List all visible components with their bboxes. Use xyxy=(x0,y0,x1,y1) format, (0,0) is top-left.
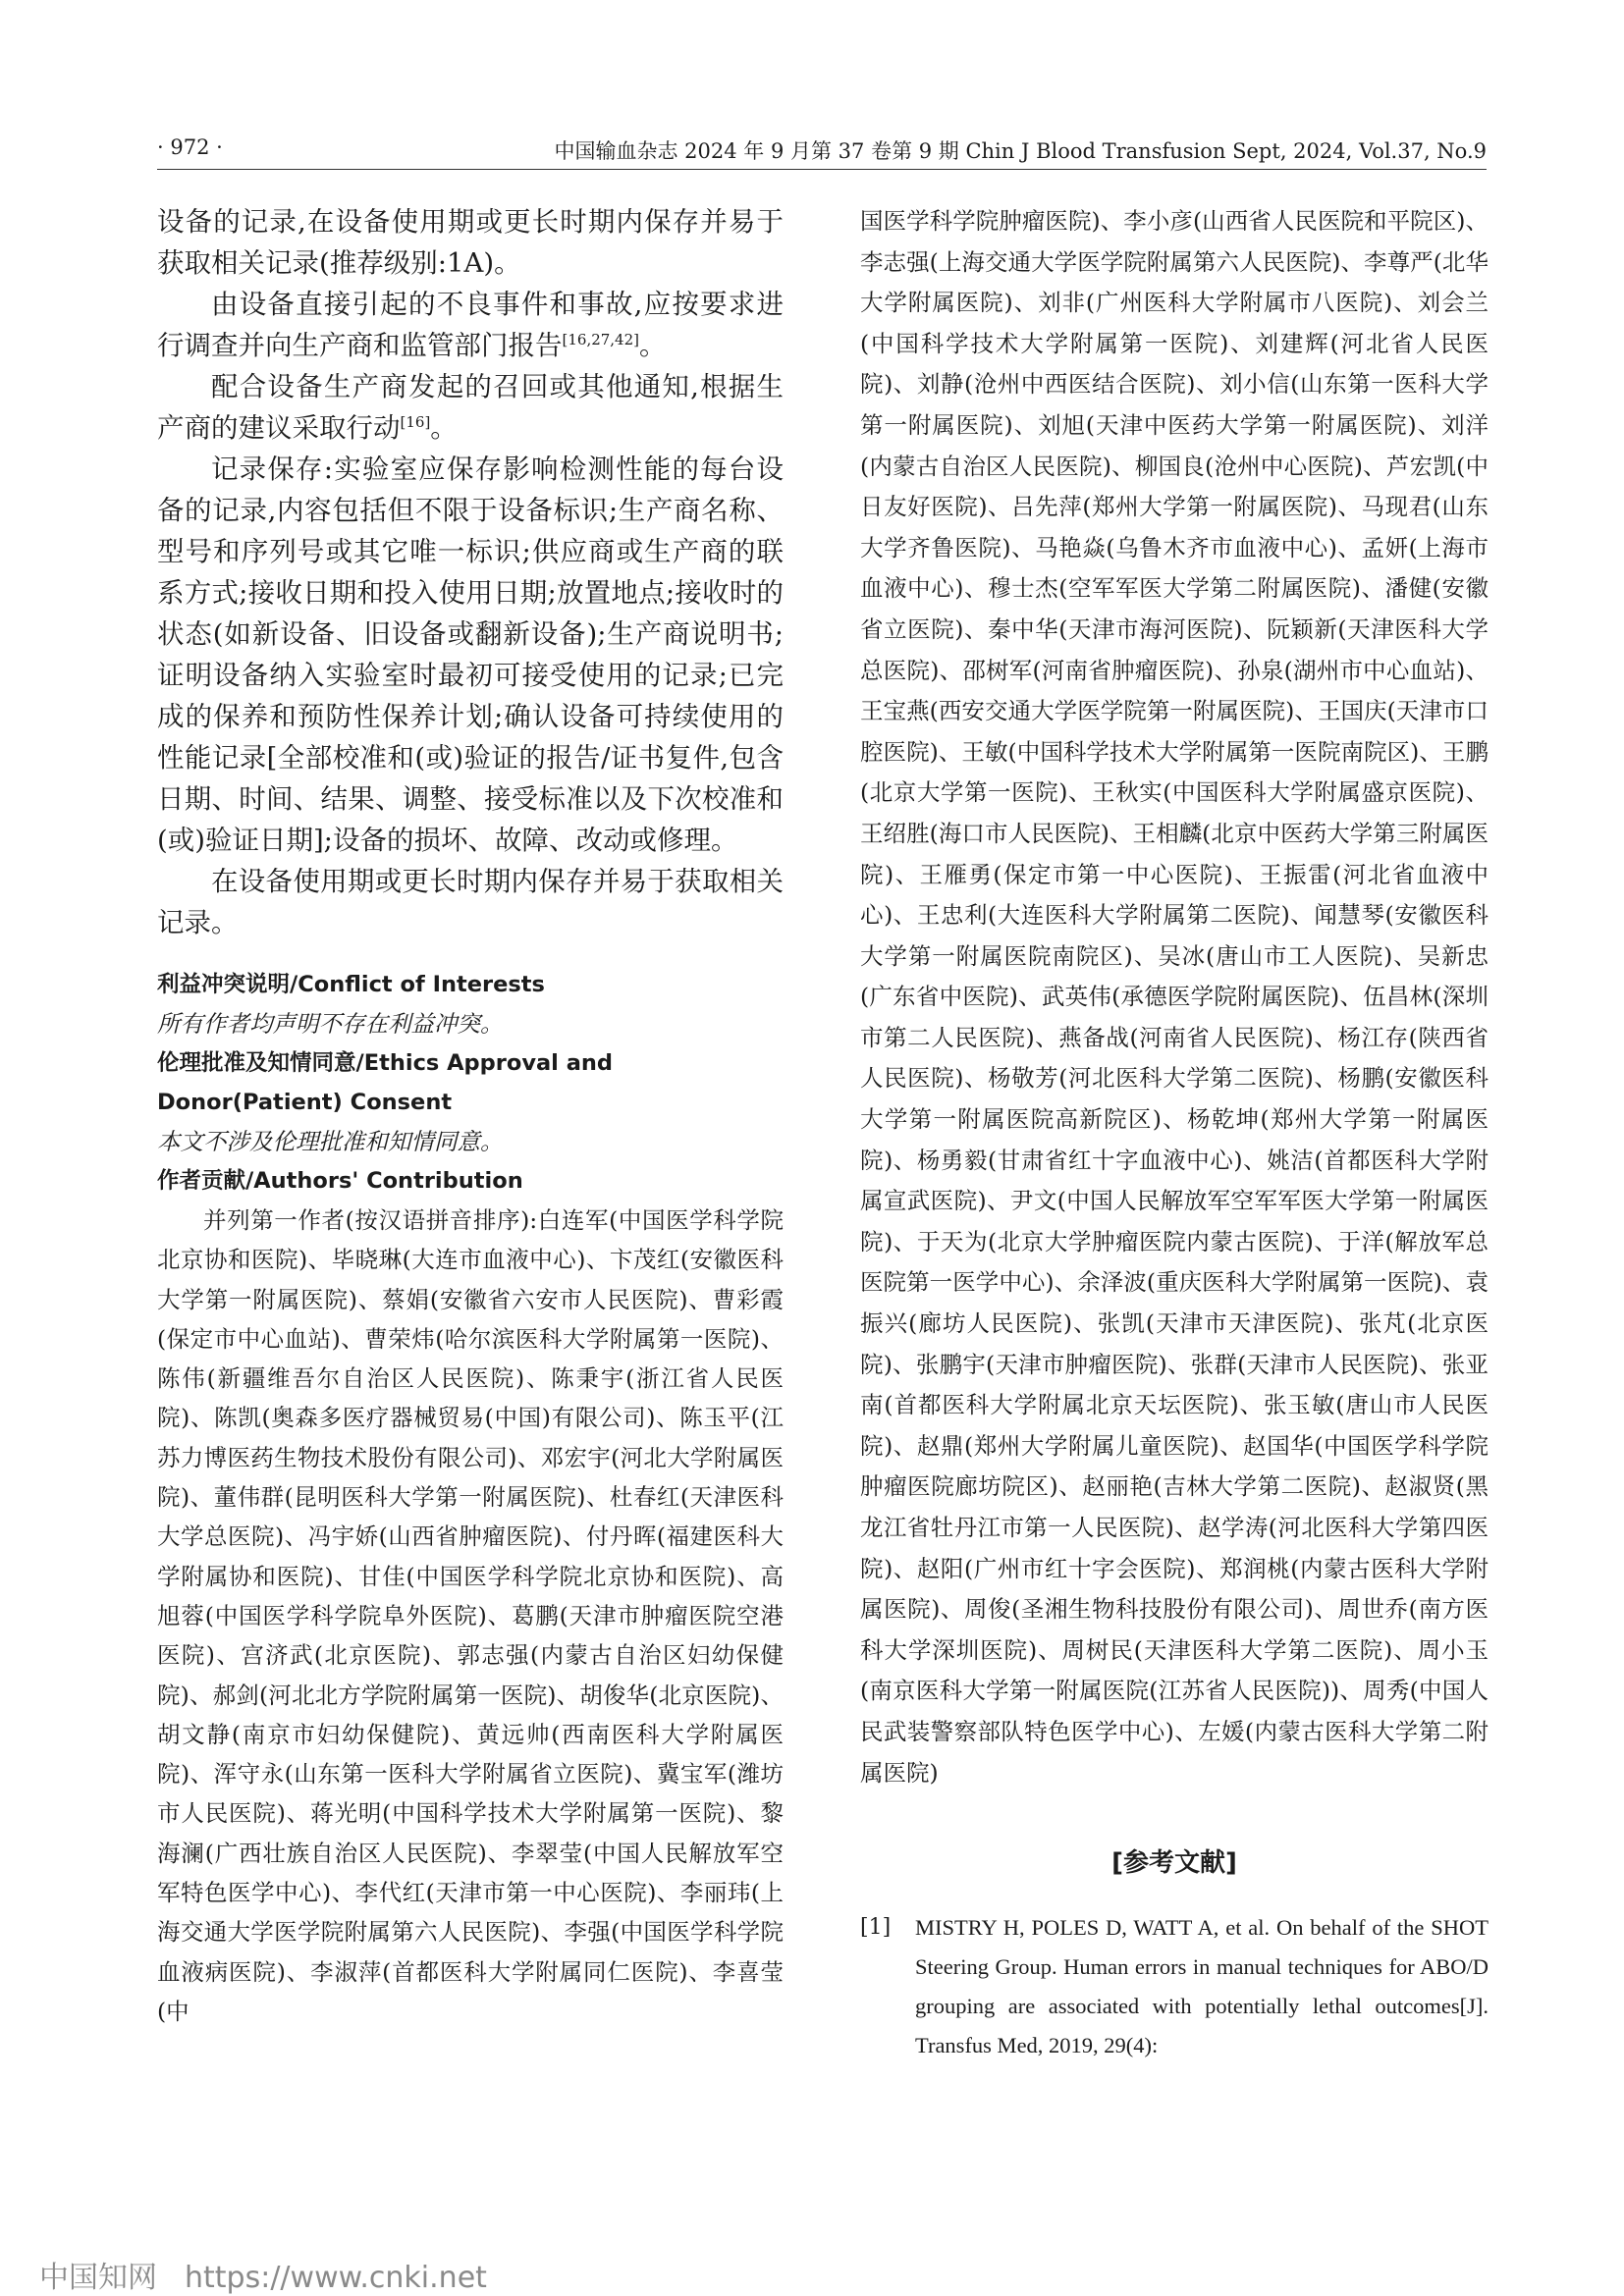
conflict-text: 所有作者均声明不存在利益冲突。 xyxy=(157,1010,504,1038)
references-title: [参考文献] xyxy=(1111,1848,1237,1879)
brand-name: 中国知网 xyxy=(39,2261,157,2295)
contrib-heading: 作者贡献/Authors' Contribution xyxy=(157,1168,523,1194)
left-column xyxy=(157,201,784,2031)
body-paragraph: 记录保存:实验室应保存影响检测性能的每台设备的记录,内容包括但不限于设备标识;生产商名称、型号和序列号或其它唯一标识;供应商或生产商的联系方式;接收日期和投入使用日期;放置地点;接收时的状态(如新设备、旧设备或翻新设备);生产商说明书;证明设备纳入实验室时最初可接受使用的记录;已完成的保养和预防性保养计划;确认设备可持续使用的性能记录[全部校准和(或)验证的报告/证书复件,包含日期、时间、结果、调整、接受标准以及下次校准和(或)验证日期];设备的损坏、故障、改动或修理。 xyxy=(157,454,784,856)
site-url[interactable]: https://www.cnki.net xyxy=(185,2261,487,2295)
body-paragraph: 设备的记录,在设备使用期或更长时期内保存并易于获取相关记录(推荐级别:1A)。 xyxy=(157,206,784,279)
contrib-text-continued: 国医学科学院肿瘤医院)、李小彦(山西省人民医院和平院区)、李志强(上海交通大学医学院附属第六人民医院)、李尊严(北华大学附属医院)、刘非(广州医科大学附属市八医院)、刘会兰(中国科学技术大学附属第一医院)、刘建辉(河北省人民医院)、刘静(沧州中西医结合医院)、刘小信(山东第一医科大学第一附属医院)、刘旭(天津中医药大学第一附属医院)、刘洋(内蒙古自治区人民医院)、柳国良(沧州中心医院)、芦宏凯(中日友好医院)、吕先萍(郑州大学第一附属医院)、马现君(山东大学齐鲁医院)、马艳焱(乌鲁木齐市血液中心)、孟妍(上海市血液中心)、穆士杰(空军军医大学第二附属医院)、潘健(安徽省立医院)、秦中华(天津市海河医院)、阮颖新(天津医科大学总医院)、邵树军(河南省肿瘤医院)、孙泉(湖州市中心血站)、王宝燕(西安交通大学医学院第一附属医院)、王国庆(天津市口腔医院)、王敏(中国科学技术大学附属第一医院南院区)、王鹏(北京大学第一医院)、王秋实(中国医科大学附属盛京医院)、王绍胜(海口市人民医院)、王相麟(北京中医药大学第三附属医院)、王雁勇(保定市第一中心医院)、王振雷(河北省血液中心)、王忠利(大连医科大学附属第二医院)、闻慧琴(安徽医科大学第一附属医院南院区)、吴冰(唐山市工人医院)、吴新忠(广东省中医院)、武英伟(承德医学院附属医院)、伍昌林(深圳市第二人民医院)、燕备战(河南省人民医院)、杨江存(陕西省人民医院)、杨敬芳(河北医科大学第二医院)、杨鹏(安徽医科大学第一附属医院高新院区)、杨乾坤(郑州大学第一附属医院)、杨勇毅(甘肃省红十字血液中心)、姚洁(首都医科大学附属宣武医院)、尹文(中国人民解放军空军军医大学第一附属医院)、于天为(北京大学肿瘤医院内蒙古医院)、于洋(解放军总医院第一医学中心)、余泽波(重庆医科大学附属第一医院)、袁振兴(廊坊人民医院)、张凯(天津市天津医院)、张芃(北京医院)、张鹏宇(天津市肿瘤医院)、张群(天津市人民医院)、张亚南(首都医科大学附属北京天坛医院)、张玉敏(唐山市人民医院)、赵鼎(郑州大学附属儿童医院)、赵国华(中国医学科学院肿瘤医院廊坊院区)、赵丽艳(吉林大学第二医院)、赵淑贤(黑龙江省牡丹江市第一人民医院)、赵学涛(河北医科大学第四医院)、赵阳(广州市红十字会医院)、郑润桃(内蒙古医科大学附属医院)、周俊(圣湘生物科技股份有限公司)、周世乔(南方医科大学深圳医院)、周树民(天津医科大学第二医院)、周小玉(南京医科大学第一附属医院(江苏省人民医院))、周秀(中国人民武装警察部队特色医学中心)、左媛(内蒙古医科大学第二附属医院) xyxy=(860,207,1489,1787)
ethics-text: 本文不涉及伦理批准和知情同意。 xyxy=(157,1128,504,1155)
watermark xyxy=(39,2253,487,2296)
citation[interactable]: [16] xyxy=(400,412,431,431)
running-header xyxy=(157,130,1487,170)
body-paragraph: 在设备使用期或更长时期内保存并易于获取相关记录。 xyxy=(157,866,784,938)
reference-item xyxy=(860,1908,1489,2065)
body-paragraph: 由设备直接引起的不良事件和事故,应按要求进行调查并向生产商和监管部门报告[16,27,42]。 xyxy=(157,289,784,361)
conflict-heading: 利益冲突说明/Conflict of Interests xyxy=(157,972,545,997)
body-paragraph: 配合设备生产商发起的召回或其他通知,根据生产商的建议采取行动[16]。 xyxy=(157,371,784,444)
right-column xyxy=(860,201,1489,2065)
reference-number: [1] xyxy=(860,1915,892,1941)
reference-text: MISTRY H, POLES D, WATT A, et al. On behalf of the SHOT Steering Group. Human errors in manual techniques for ABO/D grouping are associated with potentially lethal outcomes[J]. Transfus Med, 2019, 29(4): xyxy=(915,1915,1489,2058)
journal-info: 中国输血杂志 2024 年 9 月第 37 卷第 9 期 Chin J Blood Transfusion Sept, 2024, Vol.37, No.9 xyxy=(554,139,1487,163)
contrib-text: 并列第一作者(按汉语拼音排序):白连军(中国医学科学院北京协和医院)、毕晓琳(大连市血液中心)、卞茂红(安徽医科大学第一附属医院)、蔡娟(安徽省六安市人民医院)、曹彩霞(保定市中心血站)、曹荣炜(哈尔滨医科大学附属第一医院)、陈伟(新疆维吾尔自治区人民医院)、陈秉宇(浙江省人民医院)、陈凯(奥森多医疗器械贸易(中国)有限公司)、陈玉平(江苏力博医药生物技术股份有限公司)、邓宏宇(河北大学附属医院)、董伟群(昆明医科大学第一附属医院)、杜春红(天津医科大学总医院)、冯宇娇(山西省肿瘤医院)、付丹晖(福建医科大学附属协和医院)、甘佳(中国医学科学院北京协和医院)、高旭蓉(中国医学科学院阜外医院)、葛鹏(天津市肿瘤医院空港医院)、宫济武(北京医院)、郭志强(内蒙古自治区妇幼保健院)、郝剑(河北北方学院附属第一医院)、胡俊华(北京医院)、胡文静(南京市妇幼保健院)、黄远帅(西南医科大学附属医院)、浑守永(山东第一医科大学附属省立医院)、冀宝军(潍坊市人民医院)、蒋光明(中国科学技术大学附属第一医院)、黎海澜(广西壮族自治区人民医院)、李翠莹(中国人民解放军空军特色医学中心)、李代红(天津市第一中心医院)、李丽玮(上海交通大学医学院附属第六人民医院)、李强(中国医学科学院血液病医院)、李淑萍(首都医科大学附属同仁医院)、李喜莹(中 xyxy=(157,1206,784,2025)
page-number: · 972 · xyxy=(157,135,223,159)
declarations xyxy=(157,965,784,2031)
ethics-heading: 伦理批准及知情同意/Ethics Approval and Donor(Patient) Consent xyxy=(157,1050,614,1115)
citation[interactable]: [16,27,42] xyxy=(562,330,640,348)
